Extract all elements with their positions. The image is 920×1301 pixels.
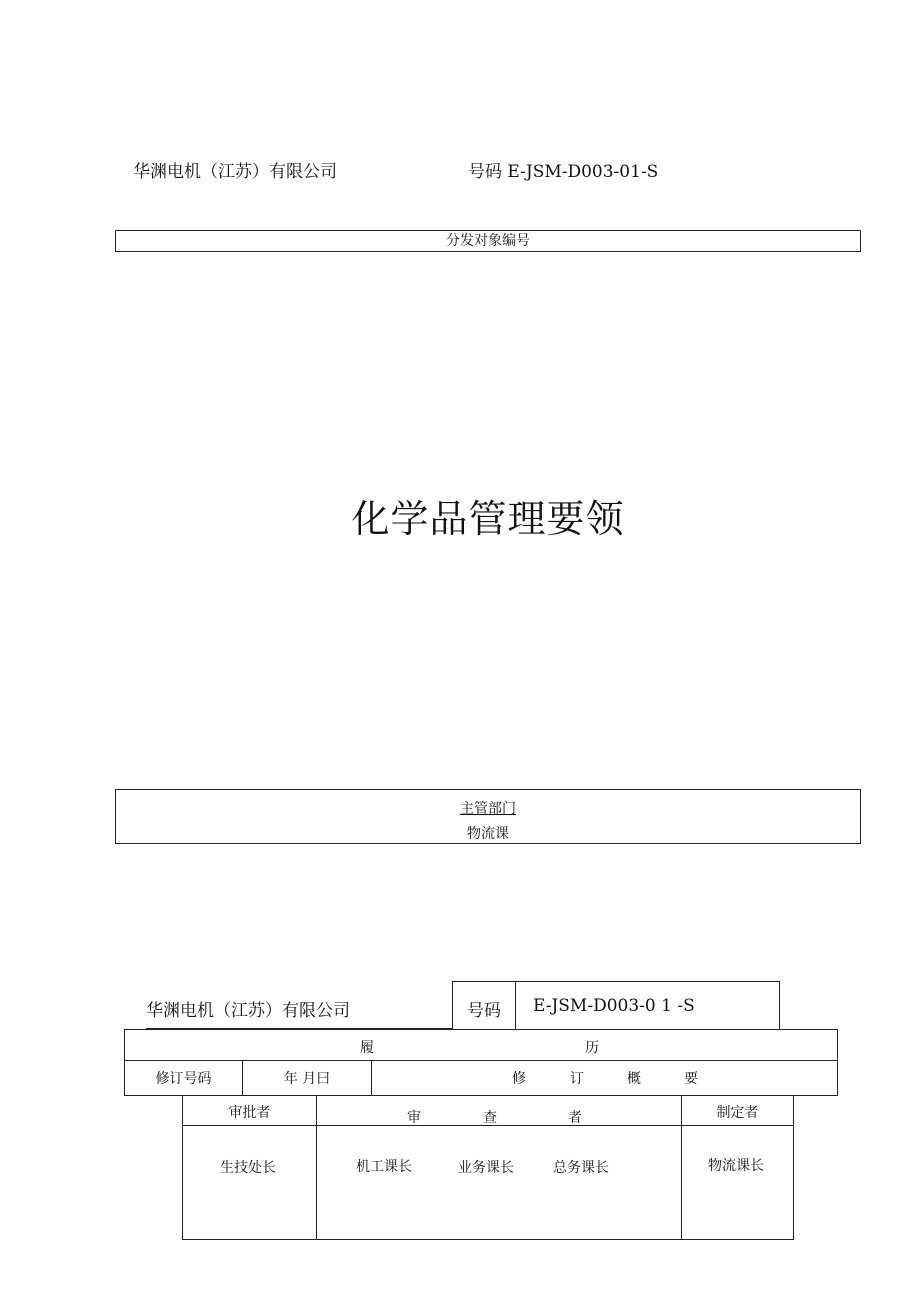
revision-history-table — [124, 1029, 838, 1096]
approval-col-divider-1 — [316, 1095, 317, 1239]
distribution-label: 分发对象编号 — [446, 233, 530, 249]
revision-company-name: 华渊电机（江苏）有限公司 — [146, 1001, 350, 1021]
cover-company-name: 华渊电机（江苏）有限公司 — [133, 162, 337, 182]
code-box — [452, 981, 780, 1030]
revision-number-header: 修订号码 — [155, 1071, 212, 1087]
summary-char-4: 要 — [684, 1071, 698, 1087]
department-box — [115, 789, 861, 844]
summary-char-1: 修 — [512, 1071, 526, 1087]
history-title-char-2: 历 — [585, 1040, 599, 1056]
date-header: 年 月曰 — [283, 1071, 331, 1087]
approver-header: 审批者 — [228, 1105, 271, 1121]
maker-header: 制定者 — [716, 1105, 759, 1121]
reviewer-header-char-3: 者 — [568, 1110, 582, 1126]
reviewer-2: 业务课长 — [458, 1160, 514, 1176]
maker-name: 物流课长 — [708, 1158, 764, 1174]
distribution-box — [115, 230, 861, 252]
code-label: 号码 — [467, 1001, 501, 1021]
department-value: 物流课 — [467, 826, 509, 842]
reviewer-header-char-1: 审 — [407, 1110, 421, 1126]
reviewer-1: 机工课长 — [356, 1159, 412, 1175]
reviewer-header-char-2: 查 — [483, 1110, 497, 1126]
approver-name: 生技处长 — [220, 1160, 276, 1176]
summary-header — [372, 1061, 837, 1095]
cover-document-code: 号码 E-JSM-D003-01-S — [468, 162, 659, 182]
summary-char-2: 订 — [570, 1071, 584, 1087]
code-divider — [515, 982, 516, 1029]
document-title: 化学品管理要领 — [351, 497, 625, 541]
history-title-char-1: 履 — [360, 1040, 374, 1056]
code-value: E-JSM-D003-0 1 -S — [533, 996, 695, 1016]
approval-table — [182, 1095, 794, 1240]
reviewer-3: 总务课长 — [553, 1160, 609, 1176]
summary-char-3: 概 — [627, 1071, 641, 1087]
department-label: 主管部门 — [460, 801, 516, 817]
